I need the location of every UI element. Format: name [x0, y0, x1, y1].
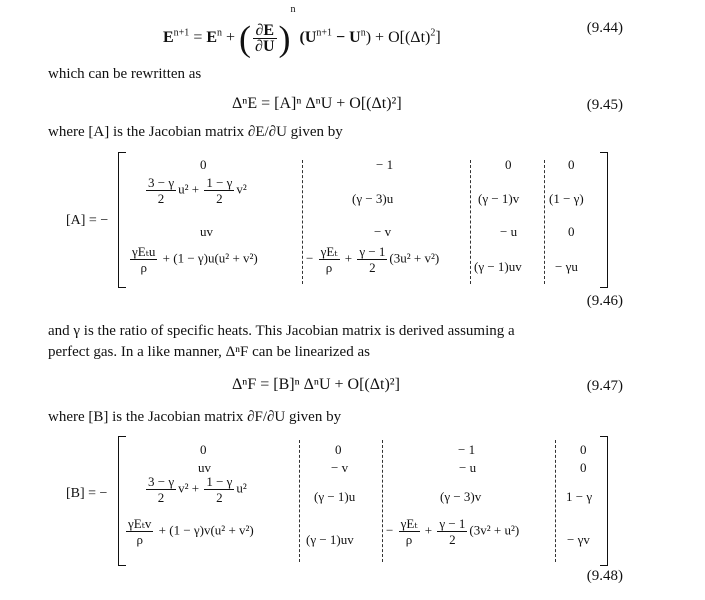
- matrix-a-r4-c1-num: γEₜu: [132, 244, 156, 259]
- text-perfect-gas: perfect gas. In a like manner, ΔⁿF can be linearized as: [48, 344, 370, 360]
- matrix-a-r4-c2-end: (3u² + v²): [389, 250, 440, 266]
- matrix-b-right-bracket: [600, 436, 608, 566]
- equation-9-45: ΔⁿE = [A]ⁿ ΔⁿU + O[(Δt)²]: [232, 95, 402, 112]
- matrix-b-r4-c1-num: γEₜv: [128, 516, 152, 531]
- matrix-a-r4-c2-plus: +: [344, 250, 353, 266]
- equation-9-47: ΔⁿF = [B]ⁿ ΔⁿU + O[(Δt)²]: [232, 376, 400, 393]
- matrix-b-divider-1: [299, 440, 300, 562]
- matrix-a-r4-c2-num1: γEₜ: [320, 244, 338, 259]
- eq944-number: (9.44): [586, 20, 623, 36]
- text-rewritten: which can be rewritten as: [48, 66, 202, 82]
- text-jacobian-B: where [B] is the Jacobian matrix ∂F/∂U given by: [48, 409, 342, 425]
- matrix-b-r4-c3-plus: +: [424, 522, 433, 538]
- matrix-a-r4-c1-den: ρ: [140, 260, 147, 275]
- matrix-b-r3-c1-num1: 3 − γ: [148, 474, 175, 489]
- text-ratio-specific-heats: and γ is the ratio of specific heats. This Jacobian matrix is derived assuming a: [48, 323, 515, 339]
- equation-9-44: $E^{n+1} = E^n$ + ( $\frac{\partial E}{\partial U}$ )$^n$ $(U^{n+1} - U^n) + O[(\Delta t)^2]$: [163, 4, 441, 59]
- matrix-a-r1-c4: 0: [568, 157, 575, 172]
- matrix-b-r2-c3: − u: [459, 460, 477, 475]
- matrix-a-r4-c1: [128, 244, 258, 275]
- matrix-b-r2-c1: uv: [198, 460, 211, 475]
- matrix-b-r4-c2: (γ − 1)uv: [306, 532, 354, 547]
- eq948-number: (9.48): [586, 568, 623, 584]
- matrix-a-r1-c2: − 1: [376, 157, 394, 172]
- matrix-a-r3-c3: − u: [500, 224, 518, 239]
- matrix-b-r4-c3-den1: ρ: [405, 532, 413, 547]
- matrix-a-r4-c1-end: + (1 − γ)u(u² + v²): [162, 250, 258, 266]
- text-jacobian-A: where [A] is the Jacobian matrix ∂E/∂U given by: [48, 124, 343, 140]
- matrix-a-r4-c2-den1: ρ: [325, 260, 333, 275]
- matrix-b-r4-c1: [124, 516, 254, 547]
- eq944-plus: +: [226, 29, 236, 46]
- eq944-frac-den: ∂U: [255, 37, 275, 55]
- matrix-a-r4-c4: − γu: [555, 259, 578, 274]
- matrix-a-r2-c1-mid: u² +: [178, 181, 200, 197]
- matrix-b-r2-c2: − v: [331, 460, 349, 475]
- eq944-rest: (U: [299, 29, 317, 46]
- eq947-number: (9.47): [586, 378, 623, 394]
- matrix-a-r2-c1-end: v²: [236, 181, 247, 197]
- eq944-rest-sup: n+1: [316, 27, 333, 39]
- matrix-b-r4-c3-pre: −: [386, 522, 394, 538]
- matrix-b-r3-c1-mid: v² +: [178, 480, 200, 496]
- matrix-a-r2-c1: [144, 175, 247, 206]
- eq944-frac-num: ∂E: [253, 23, 276, 39]
- eq944-lhs: E: [163, 29, 174, 46]
- matrix-b-r3-c3: (γ − 3)v: [440, 489, 482, 504]
- matrix-a-r2-c1-num1: 3 − γ: [148, 175, 175, 190]
- eq945-number: (9.45): [586, 97, 623, 113]
- matrix-a-r1-c1: 0: [200, 157, 207, 172]
- eq944-paren-sup: n: [290, 4, 296, 15]
- matrix-b-r3-c1: [144, 474, 247, 505]
- matrix-a-r2-c1-num2: 1 − γ: [206, 175, 233, 190]
- matrix-b-r2-c4: 0: [580, 460, 587, 475]
- matrix-b-r3-c1-num2: 1 − γ: [206, 474, 233, 489]
- matrix-b-r3-c4: 1 − γ: [566, 489, 593, 504]
- matrix-b-r4-c3-den2: 2: [449, 532, 456, 547]
- matrix-b-label: [B] = −: [66, 486, 108, 501]
- eq944-rest3: ) + O[(Δt): [365, 29, 431, 46]
- matrix-b-r4-c4: − γv: [567, 532, 590, 547]
- matrix-b-r1-c1: 0: [200, 442, 207, 457]
- eq944-term1-sup: n: [217, 27, 223, 39]
- matrix-b-r4-c1-den: ρ: [136, 532, 143, 547]
- matrix-a-divider-2: [470, 160, 471, 284]
- matrix-b-r3-c1-den1: 2: [157, 490, 165, 505]
- matrix-b-r1-c4: 0: [580, 442, 587, 457]
- matrix-a-r2-c3: (γ − 1)v: [478, 191, 520, 206]
- eq944-rest2: − U: [332, 29, 361, 46]
- matrix-a-r3-c1: uv: [200, 224, 213, 239]
- matrix-a-r4-c2-den2: 2: [369, 260, 376, 275]
- matrix-b-r4-c1-end: + (1 − γ)v(u² + v²): [158, 522, 254, 538]
- matrix-b-r1-c2: 0: [335, 442, 342, 457]
- matrix-b-divider-3: [555, 440, 556, 562]
- matrix-b-r1-c3: − 1: [458, 442, 476, 457]
- matrix-a-divider-1: [302, 160, 303, 284]
- matrix-b-r4-c3: [386, 516, 519, 547]
- matrix-a-r4-c2-num2: γ − 1: [359, 244, 386, 259]
- eq944-rest3-sup: 2: [430, 27, 436, 39]
- matrix-a-r2-c1-den1: 2: [157, 191, 165, 206]
- matrix-a-r4-c2-pre: −: [306, 250, 314, 266]
- matrix-a-right-bracket: [600, 152, 608, 288]
- eq944-rest4: ]: [435, 29, 441, 46]
- matrix-a-r2-c2: (γ − 3)u: [352, 191, 394, 206]
- eq944-term1: E: [206, 29, 218, 46]
- matrix-b-divider-2: [382, 440, 383, 562]
- eq946-number: (9.46): [586, 293, 623, 309]
- matrix-a-r3-c4: 0: [568, 224, 575, 239]
- matrix-b-r3-c1-end: u²: [236, 480, 247, 496]
- eq944-equals: =: [193, 29, 203, 46]
- matrix-a-r4-c3: (γ − 1)uv: [474, 259, 522, 274]
- matrix-a-label: [A] = −: [66, 213, 109, 228]
- eq944-rest2-sup: n: [360, 27, 366, 39]
- matrix-b-r4-c3-end: (3v² + u²): [469, 522, 520, 538]
- eq944-lhs-sup: n+1: [173, 27, 190, 39]
- matrix-b-r4-c3-num1: γEₜ: [400, 516, 418, 531]
- matrix-a-left-bracket: [118, 152, 126, 288]
- matrix-b-r3-c1-den2: 2: [216, 490, 223, 505]
- matrix-a-r2-c4: (1 − γ): [549, 191, 584, 206]
- matrix-b-r3-c2: (γ − 1)u: [314, 489, 356, 504]
- matrix-b-r4-c3-num2: γ − 1: [439, 516, 466, 531]
- matrix-a-r4-c2: [306, 244, 439, 275]
- matrix-a-r1-c3: 0: [505, 157, 512, 172]
- matrix-a-r3-c2: − v: [374, 224, 392, 239]
- matrix-a-divider-3: [544, 160, 545, 284]
- eq944-fraction: [253, 23, 276, 54]
- matrix-a-r2-c1-den2: 2: [216, 191, 223, 206]
